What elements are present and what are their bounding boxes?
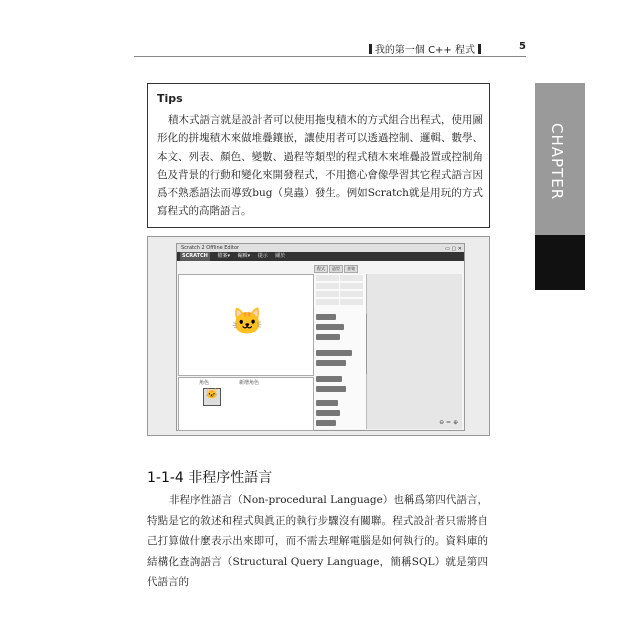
window-title: Scratch 2 Offline Editor bbox=[181, 245, 240, 251]
category-grid bbox=[315, 275, 365, 307]
window-controls-icon: ▭ ▢ ✕ bbox=[445, 246, 462, 252]
stage-area bbox=[178, 274, 314, 376]
category-cell bbox=[340, 275, 363, 281]
editor-tabs bbox=[314, 265, 366, 273]
chapter-tab-top bbox=[535, 83, 585, 235]
page-number: 5 bbox=[519, 41, 526, 52]
tips-body: 積木式語言就是設計者可以使用拖曳積木的方式組合出程式，使用圖形化的拼塊積木來做堆疊鑲嵌，讓使用者可以透過控制、邏輯、數學、本文、列表、顏色、變數、過程等類型的程式積木來堆疊設置或控制角色及背景的行動和變化來開發程式，不用擔心會像學習其它程式語言因爲不熟悉語法而導致bug（臭蟲）發生。例如Scratch就是用玩的方式寫程式的高階語言。 bbox=[157, 114, 483, 218]
section-body: 非程序性語言（Non-procedural Language）也稱爲第四代語言，特點是它的敘述和程式與眞正的執行步驟沒有關聯。程式設計者只需將自己打算做什麼表示出來即可，而不需去理解電腦是如何執行的。資料庫的結構化查詢語言（Structural Query Language，簡稱SQL）就是第四代語言的 bbox=[147, 494, 488, 588]
block-palette bbox=[314, 274, 367, 429]
header-bar-left bbox=[369, 44, 372, 54]
running-header bbox=[134, 40, 526, 56]
category-cell bbox=[316, 291, 339, 297]
menu-edit: 編輯▾ bbox=[237, 253, 251, 259]
code-block bbox=[316, 376, 342, 382]
scripts-area bbox=[367, 274, 462, 429]
chapter-tab bbox=[535, 83, 585, 339]
code-block bbox=[316, 420, 336, 426]
sprites-label: 角色 bbox=[199, 380, 210, 386]
category-cell bbox=[316, 299, 339, 305]
cat-icon: 🐱 bbox=[231, 307, 264, 337]
code-block bbox=[316, 410, 340, 416]
code-block bbox=[316, 350, 352, 356]
chapter-number: 1 bbox=[554, 320, 566, 339]
chapter-label: CHAPTER bbox=[548, 123, 566, 201]
menu-bar bbox=[177, 252, 464, 261]
scratch-window bbox=[176, 243, 465, 431]
menu-about: 關於 bbox=[275, 253, 286, 259]
zoom-controls-icon: ⊖ = ⊕ bbox=[439, 419, 458, 426]
code-block bbox=[316, 314, 336, 320]
category-cell bbox=[340, 299, 363, 305]
tab-costumes: 造型 bbox=[329, 265, 343, 273]
tab-scripts: 程式 bbox=[314, 265, 328, 273]
category-cell bbox=[340, 283, 363, 289]
menu-file: 檔案▾ bbox=[217, 253, 230, 259]
header-bar-right bbox=[478, 44, 481, 54]
code-block bbox=[316, 334, 340, 340]
section-heading: 1-1-4 非程序性語言 bbox=[147, 470, 273, 486]
code-block bbox=[316, 324, 344, 330]
header-title-text: 我的第一個 C++ 程式 bbox=[374, 45, 475, 56]
tips-box bbox=[147, 83, 490, 228]
window-titlebar bbox=[177, 244, 464, 252]
code-block bbox=[316, 386, 346, 392]
tab-sounds: 音效 bbox=[344, 265, 358, 273]
category-cell bbox=[316, 275, 339, 281]
tips-title: Tips bbox=[157, 92, 183, 105]
new-sprite-label: 新增角色 bbox=[239, 380, 260, 386]
category-cell bbox=[316, 283, 339, 289]
scratch-screenshot bbox=[147, 236, 490, 436]
menu-tips: 提示 bbox=[257, 253, 268, 259]
category-cell bbox=[340, 291, 363, 297]
code-block bbox=[316, 360, 346, 366]
header-rule bbox=[134, 56, 526, 57]
header-title bbox=[366, 41, 484, 56]
sprites-pane bbox=[178, 377, 314, 431]
scratch-logo: SCRATCH bbox=[182, 253, 208, 259]
code-block bbox=[316, 400, 338, 406]
sprite-thumbnail-icon: 🐱 bbox=[203, 388, 221, 406]
